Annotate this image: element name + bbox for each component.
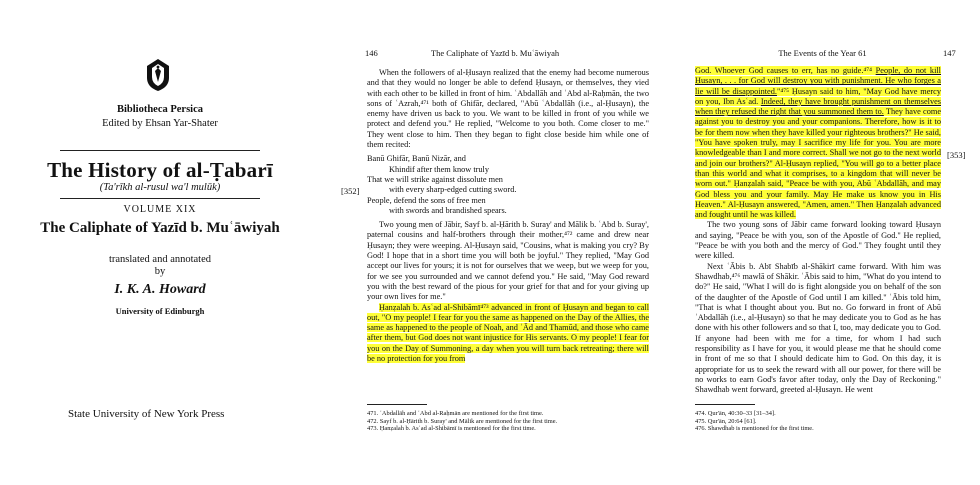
verse-line: Banū Ghifār, Banū Nizār, and (367, 154, 466, 164)
highlighted-passage: God. Whoever God causes to err, has no guide.⁴⁷⁴ (695, 66, 876, 75)
title-rule-bottom (60, 198, 260, 199)
footnotes (695, 410, 941, 433)
footnote: 472. Sayf b. al-Ḥārith b. Suray' and Mālik are mentioned for the first time. (367, 417, 558, 425)
translator-name: I. K. A. Howard (114, 282, 206, 297)
volume-title: The Caliphate of Yazīd b. Muʿāwiyah (40, 220, 280, 236)
body-text (695, 66, 941, 396)
footnote: 471. ʿAbdallāh and ʿAbd al-Raḥmān are mentioned for the first time. (367, 410, 544, 417)
page-number: 147 (943, 48, 956, 58)
book-subtitle: (Ta'rīkh al-rusul wa'l mulūk) (99, 182, 221, 193)
highlighted-paragraph (695, 66, 941, 220)
title-page (0, 0, 320, 485)
footnote-rule (695, 404, 755, 405)
verse-line: That we will strike against dissolute men (367, 174, 503, 184)
publisher-emblem-icon (145, 58, 171, 92)
translation-credit-line: translated and annotated (108, 254, 212, 265)
verse-line: with every sharp-edged cutting sword. (389, 185, 517, 195)
verse-line: with swords and brandished spears. (389, 205, 507, 215)
footnote: 473. Ḥanẓalah b. Asʿad al-Shibāmī is mentioned for the first time. (367, 425, 536, 433)
title-rule-top (60, 150, 260, 151)
paragraph: Next ʿĀbis b. Abī Shabīb al-Shākirī came forward. With him was Shawdhab,⁴⁷⁶ mawlā of Shākir. ʿĀbis said to him, "What do you intend to do?" He said, "What I will do is fight alongside you on behalf of the son of the daughter of the Apostle of God until I am killed." ʿĀbis told him, "That is what I thought about you. But no. Go forward in front of Abū ʿAbdallāh (i.e., al-Ḥusayn) so that he may dedicate you to God as he has done with his other followers and so that I, too, may dedicate you to God. If anyone had been with me for a time, for whom I had such responsibility as I have for you, it would please me that he should come in front of me so that I should dedicate him to God. On this day, it is appropriate for us to seek the reward with all our power, for there will be no works to earn God's favor after today, only the Day of Reckoning." Shawdhab went forward, greeted al-Ḥusayn. He went (695, 261, 941, 395)
translation-credit (40, 254, 280, 278)
verse-line: People, defend the sons of free men (367, 195, 486, 205)
page-146 (335, 0, 655, 485)
running-title: The Events of the Year 61 (778, 48, 867, 58)
margin-reference: [353] (947, 150, 966, 160)
highlighted-passage: Ḥanẓalah b. Asʿad al-Shibāmī⁴⁷³ advanced in front of Ḥusayn and began to call out, "O my people! I fear for you the same as happened on the Day of the Allies, the same as happened to the people of Noah, and ʿĀd and Thamūd, and those who came after them, but God does not want injustice for His servants. O my people! I fear for you on the Day of Summoning, a day when you will turn back retreating; there will be no protection for you from (367, 302, 649, 364)
body-text (367, 68, 649, 364)
paragraph: Two young men of Jābir, Sayf b. al-Ḥārith b. Suray' and Mālik b. ʿAbd b. Suray', paternal cousins and half-brothers through their mother,⁴⁷² came and drew near Ḥusayn; they were weeping. Al-Ḥusayn said, "Cousins, what is making you cry? By God! I hope that in a short time you will both be joyful." They replied, "May God accept our lives for yours; it is not for ourselves that we weep, but we weep for you, for we see you surrounded and we cannot defend you." He said, "May God reward you with the best reward of the pious for your grief for that and for your giving up your own lives for me." (367, 220, 649, 302)
page-147 (665, 0, 980, 485)
footnote: 475. Qur'ān, 20:64 [61]. (695, 417, 757, 425)
book-title: The History of al-Ṭabarī (47, 158, 273, 182)
paragraph: The two young sons of Jābir came forward looking toward Ḥusayn and saying, "Peace be with you, son of the Apostle of God." He replied, "Peace be with you both and the mercy of God." They fought until they were killed. (695, 220, 941, 261)
underlined-passage: People, do not kill Ḥusayn, . . . for God will destroy you with punishment. He who forges a lie will be disappointed. (695, 66, 941, 96)
publisher-name: State University of New York Press (68, 408, 225, 420)
series-editor: Edited by Ehsan Yar-Shater (102, 118, 218, 129)
footnote: 474. Qur'ān, 40:30–33 [31–34]. (695, 410, 776, 417)
verse-block (367, 154, 649, 216)
highlighted-passage: "⁴⁷⁵ Ḥusayn said to him, "May God have mercy on you, Ibn Asʿad. (695, 86, 941, 106)
footnotes (367, 410, 649, 433)
footnote-rule (367, 404, 427, 405)
underlined-passage: Indeed, they have brought punishment on themselves when they refused the right that you summoned them to. (695, 96, 941, 117)
verse-line: Khindif after them know truly (389, 164, 490, 174)
translation-credit-by: by (154, 266, 166, 277)
highlighted-paragraph (367, 303, 649, 365)
paragraph: When the followers of al-Ḥusayn realized that the enemy had become numerous and that they would no longer be able to defend Ḥusayn, or themselves, they vied with each other to be killed in front of him. ʿAbdallāh and ʿAbd al-Raḥmān, the two sons of ʿAzrah,⁴⁷¹ both of Ghifār, declared, "Abū ʿAbdallāh (i.e., al-Ḥusayn), the enemy have driven us back to you. We want to be killed in front of you while we protect and defend you." He replied, "Welcome to you both. Come closer to me." They went close to him. Then they began to fight close beside him while one of them recited: (367, 68, 649, 150)
page-number: 146 (365, 48, 378, 58)
volume-number: VOLUME XIX (123, 204, 197, 215)
footnote: 476. Shawdhab is mentioned for the first time. (695, 425, 814, 433)
margin-reference: [352] (341, 186, 360, 196)
translator-affiliation: University of Edinburgh (115, 306, 205, 316)
highlighted-passage: They have come against you to destroy you and your companions. Therefore, how is it to be for them now when they have killed your righteous brothers?" He said, "You have spoken truly, may I sacrifice my life for you. You are more knowledgeable than I and more correct. Shall we not go to the next world and join our brothers?" Al-Ḥusayn replied, "You will go to a better place than this world and what it comprises, to a kingdom that will never be worn out." Ḥanẓalah said, "Peace be with you, Abū ʿAbdallāh, and may God bless you and your family. May He make us know you in His Heaven." Al-Ḥusayn answered, "Amen, amen." Then Ḥanẓalah advanced and fought until he was killed. (695, 107, 941, 220)
running-title: The Caliphate of Yazīd b. Muʿāwiyah (430, 48, 560, 58)
series-name: Bibliotheca Persica (116, 104, 204, 115)
